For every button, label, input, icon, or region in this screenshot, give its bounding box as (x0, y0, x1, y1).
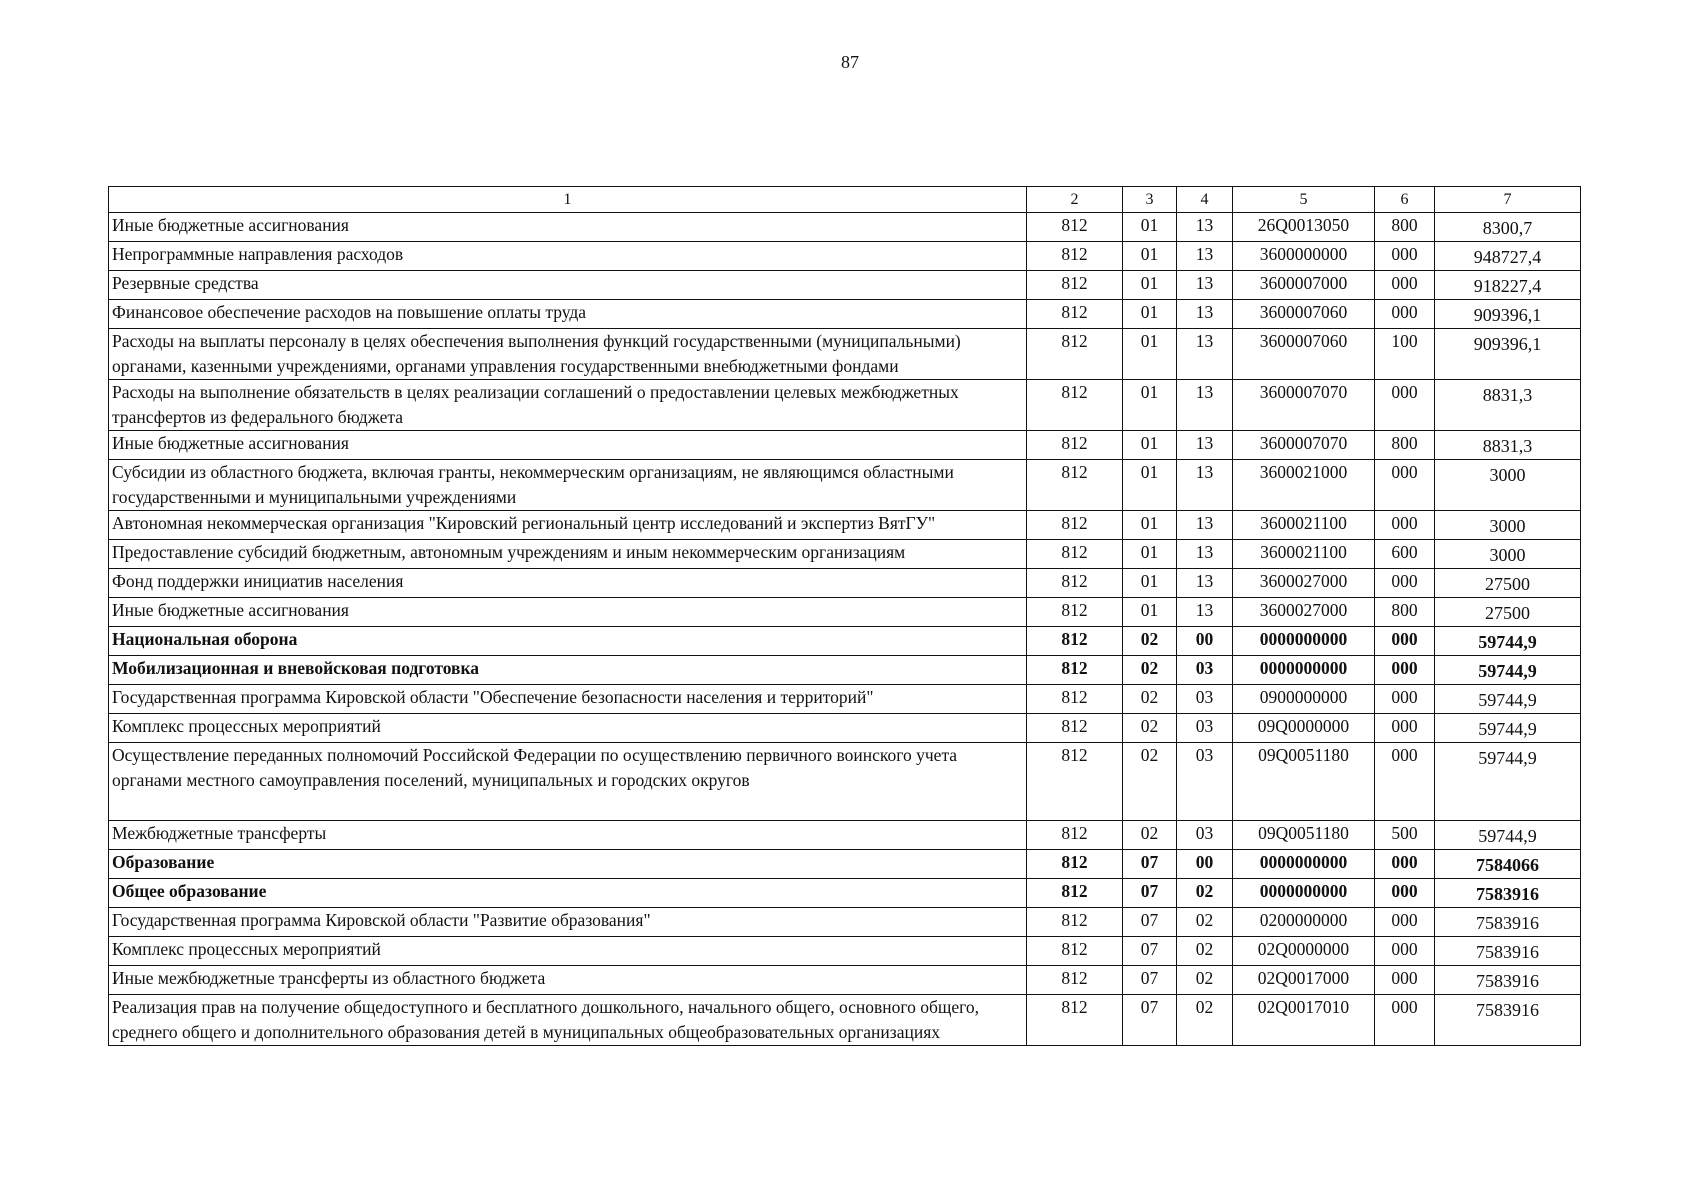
table-row (109, 431, 1581, 460)
row-subsection-cell: 13 (1177, 242, 1233, 271)
table-row (109, 966, 1581, 995)
row-target-article-cell: 26Q0013050 (1233, 213, 1375, 242)
row-name-cell: Межбюджетные трансферты (109, 821, 1027, 850)
column-header-1: 1 (109, 187, 1027, 213)
column-header-3: 3 (1123, 187, 1177, 213)
row-section-cell: 01 (1123, 329, 1177, 380)
row-target-article-cell: 02Q0017010 (1233, 995, 1375, 1046)
column-header-2: 2 (1027, 187, 1123, 213)
row-code-cell: 812 (1027, 908, 1123, 937)
row-expense-type-cell: 000 (1375, 242, 1435, 271)
row-target-article-cell: 3600027000 (1233, 598, 1375, 627)
row-section-cell: 01 (1123, 460, 1177, 511)
row-name-cell: Комплекс процессных мероприятий (109, 937, 1027, 966)
row-expense-type-cell: 600 (1375, 540, 1435, 569)
row-code-cell: 812 (1027, 242, 1123, 271)
table-row (109, 937, 1581, 966)
row-target-article-cell: 0900000000 (1233, 685, 1375, 714)
row-subsection-cell: 02 (1177, 937, 1233, 966)
row-section-cell: 07 (1123, 879, 1177, 908)
row-amount-cell: 59744,9 (1435, 656, 1581, 685)
row-subsection-cell: 02 (1177, 966, 1233, 995)
row-expense-type-cell: 000 (1375, 656, 1435, 685)
row-section-cell: 07 (1123, 908, 1177, 937)
row-subsection-cell: 00 (1177, 850, 1233, 879)
row-code-cell: 812 (1027, 966, 1123, 995)
row-expense-type-cell: 000 (1375, 569, 1435, 598)
row-section-cell: 01 (1123, 598, 1177, 627)
row-amount-cell: 7583916 (1435, 879, 1581, 908)
row-code-cell: 812 (1027, 511, 1123, 540)
row-expense-type-cell: 000 (1375, 743, 1435, 821)
row-code-cell: 812 (1027, 714, 1123, 743)
table-row (109, 300, 1581, 329)
row-expense-type-cell: 000 (1375, 995, 1435, 1046)
row-target-article-cell: 3600021100 (1233, 511, 1375, 540)
row-subsection-cell: 13 (1177, 598, 1233, 627)
row-amount-cell: 948727,4 (1435, 242, 1581, 271)
table-row (109, 714, 1581, 743)
row-code-cell: 812 (1027, 329, 1123, 380)
page-number: 87 (841, 52, 859, 72)
row-code-cell: 812 (1027, 879, 1123, 908)
row-target-article-cell: 3600000000 (1233, 242, 1375, 271)
row-amount-cell: 7583916 (1435, 995, 1581, 1046)
row-subsection-cell: 03 (1177, 821, 1233, 850)
row-section-cell: 01 (1123, 271, 1177, 300)
row-subsection-cell: 02 (1177, 879, 1233, 908)
row-name-cell: Государственная программа Кировской области "Обеспечение безопасности населения и территорий" (109, 685, 1027, 714)
table-row (109, 540, 1581, 569)
row-code-cell: 812 (1027, 995, 1123, 1046)
row-code-cell: 812 (1027, 821, 1123, 850)
row-code-cell: 812 (1027, 743, 1123, 821)
row-amount-cell: 8831,3 (1435, 431, 1581, 460)
row-code-cell: 812 (1027, 380, 1123, 431)
row-code-cell: 812 (1027, 685, 1123, 714)
row-target-article-cell: 09Q0000000 (1233, 714, 1375, 743)
row-expense-type-cell: 000 (1375, 937, 1435, 966)
row-code-cell: 812 (1027, 656, 1123, 685)
table-row (109, 908, 1581, 937)
row-subsection-cell: 03 (1177, 714, 1233, 743)
row-subsection-cell: 13 (1177, 271, 1233, 300)
row-code-cell: 812 (1027, 937, 1123, 966)
row-amount-cell: 59744,9 (1435, 743, 1581, 821)
row-amount-cell: 918227,4 (1435, 271, 1581, 300)
row-target-article-cell: 09Q0051180 (1233, 743, 1375, 821)
row-expense-type-cell: 000 (1375, 627, 1435, 656)
row-target-article-cell: 0000000000 (1233, 850, 1375, 879)
row-target-article-cell: 0200000000 (1233, 908, 1375, 937)
row-subsection-cell: 03 (1177, 656, 1233, 685)
row-expense-type-cell: 000 (1375, 685, 1435, 714)
row-amount-cell: 7584066 (1435, 850, 1581, 879)
row-amount-cell: 3000 (1435, 540, 1581, 569)
row-code-cell: 812 (1027, 213, 1123, 242)
row-expense-type-cell: 500 (1375, 821, 1435, 850)
table-body (109, 213, 1581, 1046)
row-name-cell: Мобилизационная и вневойсковая подготовка (109, 656, 1027, 685)
row-section-cell: 01 (1123, 300, 1177, 329)
row-expense-type-cell: 100 (1375, 329, 1435, 380)
table-row (109, 743, 1581, 821)
header-row (109, 187, 1581, 213)
row-code-cell: 812 (1027, 460, 1123, 511)
table-row (109, 879, 1581, 908)
table-row (109, 242, 1581, 271)
row-code-cell: 812 (1027, 300, 1123, 329)
row-name-cell: Расходы на выплаты персоналу в целях обеспечения выполнения функций государственными (муниципальными) органами, казенными учреждениями, органами управления государственными внебюджетными фондами (109, 329, 1027, 380)
row-amount-cell: 3000 (1435, 511, 1581, 540)
row-code-cell: 812 (1027, 431, 1123, 460)
budget-table (108, 186, 1581, 1046)
row-code-cell: 812 (1027, 598, 1123, 627)
row-section-cell: 01 (1123, 213, 1177, 242)
row-amount-cell: 59744,9 (1435, 821, 1581, 850)
column-header-4: 4 (1177, 187, 1233, 213)
column-header-6: 6 (1375, 187, 1435, 213)
row-amount-cell: 909396,1 (1435, 300, 1581, 329)
row-target-article-cell: 0000000000 (1233, 627, 1375, 656)
row-subsection-cell: 02 (1177, 995, 1233, 1046)
row-name-cell: Иные межбюджетные трансферты из областного бюджета (109, 966, 1027, 995)
row-subsection-cell: 13 (1177, 460, 1233, 511)
row-name-cell: Осуществление переданных полномочий Российской Федерации по осуществлению первичного воинского учета органами местного самоуправления поселений, муниципальных и городских округов (109, 743, 1027, 821)
row-name-cell: Субсидии из областного бюджета, включая гранты, некоммерческим организациям, не являющимся областными государственными и муниципальными учреждениями (109, 460, 1027, 511)
row-code-cell: 812 (1027, 569, 1123, 598)
row-name-cell: Финансовое обеспечение расходов на повышение оплаты труда (109, 300, 1027, 329)
row-name-cell: Иные бюджетные ассигнования (109, 213, 1027, 242)
row-section-cell: 01 (1123, 380, 1177, 431)
row-name-cell: Образование (109, 850, 1027, 879)
table-row (109, 380, 1581, 431)
table-row (109, 511, 1581, 540)
row-code-cell: 812 (1027, 627, 1123, 656)
row-section-cell: 07 (1123, 966, 1177, 995)
row-name-cell: Иные бюджетные ассигнования (109, 431, 1027, 460)
table-row (109, 460, 1581, 511)
row-target-article-cell: 3600021100 (1233, 540, 1375, 569)
row-name-cell: Комплекс процессных мероприятий (109, 714, 1027, 743)
table-row (109, 598, 1581, 627)
row-amount-cell: 27500 (1435, 569, 1581, 598)
row-subsection-cell: 13 (1177, 511, 1233, 540)
row-subsection-cell: 13 (1177, 213, 1233, 242)
row-subsection-cell: 00 (1177, 627, 1233, 656)
row-expense-type-cell: 000 (1375, 271, 1435, 300)
row-section-cell: 01 (1123, 242, 1177, 271)
row-expense-type-cell: 000 (1375, 511, 1435, 540)
row-expense-type-cell: 800 (1375, 598, 1435, 627)
row-subsection-cell: 03 (1177, 685, 1233, 714)
row-amount-cell: 59744,9 (1435, 627, 1581, 656)
row-target-article-cell: 3600007070 (1233, 431, 1375, 460)
row-name-cell: Общее образование (109, 879, 1027, 908)
row-expense-type-cell: 000 (1375, 966, 1435, 995)
row-subsection-cell: 13 (1177, 569, 1233, 598)
row-expense-type-cell: 000 (1375, 714, 1435, 743)
row-expense-type-cell: 000 (1375, 908, 1435, 937)
row-target-article-cell: 02Q0017000 (1233, 966, 1375, 995)
table-row (109, 995, 1581, 1046)
row-expense-type-cell: 800 (1375, 431, 1435, 460)
column-header-7: 7 (1435, 187, 1581, 213)
row-subsection-cell: 13 (1177, 540, 1233, 569)
row-amount-cell: 59744,9 (1435, 714, 1581, 743)
table-row (109, 627, 1581, 656)
row-amount-cell: 8300,7 (1435, 213, 1581, 242)
column-header-5: 5 (1233, 187, 1375, 213)
table-row (109, 329, 1581, 380)
row-subsection-cell: 03 (1177, 743, 1233, 821)
row-section-cell: 01 (1123, 431, 1177, 460)
row-subsection-cell: 02 (1177, 908, 1233, 937)
row-expense-type-cell: 000 (1375, 300, 1435, 329)
row-target-article-cell: 3600007060 (1233, 300, 1375, 329)
row-code-cell: 812 (1027, 271, 1123, 300)
row-code-cell: 812 (1027, 540, 1123, 569)
row-target-article-cell: 09Q0051180 (1233, 821, 1375, 850)
row-name-cell: Непрограммные направления расходов (109, 242, 1027, 271)
row-name-cell: Фонд поддержки инициатив населения (109, 569, 1027, 598)
row-amount-cell: 909396,1 (1435, 329, 1581, 380)
row-amount-cell: 3000 (1435, 460, 1581, 511)
row-target-article-cell: 3600027000 (1233, 569, 1375, 598)
row-amount-cell: 7583916 (1435, 908, 1581, 937)
table-row (109, 569, 1581, 598)
row-target-article-cell: 3600007060 (1233, 329, 1375, 380)
row-expense-type-cell: 800 (1375, 213, 1435, 242)
row-subsection-cell: 13 (1177, 329, 1233, 380)
row-name-cell: Резервные средства (109, 271, 1027, 300)
table-row (109, 821, 1581, 850)
row-section-cell: 02 (1123, 743, 1177, 821)
row-target-article-cell: 02Q0000000 (1233, 937, 1375, 966)
row-section-cell: 02 (1123, 714, 1177, 743)
row-target-article-cell: 3600021000 (1233, 460, 1375, 511)
row-section-cell: 01 (1123, 569, 1177, 598)
table-row (109, 685, 1581, 714)
row-target-article-cell: 3600007000 (1233, 271, 1375, 300)
row-amount-cell: 27500 (1435, 598, 1581, 627)
row-section-cell: 02 (1123, 685, 1177, 714)
row-expense-type-cell: 000 (1375, 460, 1435, 511)
row-target-article-cell: 3600007070 (1233, 380, 1375, 431)
row-section-cell: 01 (1123, 540, 1177, 569)
row-name-cell: Предоставление субсидий бюджетным, автономным учреждениям и иным некоммерческим организациям (109, 540, 1027, 569)
row-target-article-cell: 0000000000 (1233, 656, 1375, 685)
row-section-cell: 02 (1123, 821, 1177, 850)
row-subsection-cell: 13 (1177, 300, 1233, 329)
row-expense-type-cell: 000 (1375, 879, 1435, 908)
row-expense-type-cell: 000 (1375, 380, 1435, 431)
row-amount-cell: 7583916 (1435, 937, 1581, 966)
row-subsection-cell: 13 (1177, 380, 1233, 431)
row-subsection-cell: 13 (1177, 431, 1233, 460)
row-name-cell: Иные бюджетные ассигнования (109, 598, 1027, 627)
table-row (109, 271, 1581, 300)
row-section-cell: 02 (1123, 656, 1177, 685)
row-name-cell: Реализация прав на получение общедоступного и бесплатного дошкольного, начального общего, основного общего, среднего общего и дополнительного образования детей в муниципальных общеобразовательных организациях (109, 995, 1027, 1046)
row-section-cell: 02 (1123, 627, 1177, 656)
row-name-cell: Государственная программа Кировской области "Развитие образования" (109, 908, 1027, 937)
table-row (109, 850, 1581, 879)
table-row (109, 213, 1581, 242)
row-name-cell: Автономная некоммерческая организация "Кировский региональный центр исследований и экспертиз ВятГУ" (109, 511, 1027, 540)
row-code-cell: 812 (1027, 850, 1123, 879)
row-amount-cell: 7583916 (1435, 966, 1581, 995)
row-target-article-cell: 0000000000 (1233, 879, 1375, 908)
row-section-cell: 07 (1123, 850, 1177, 879)
table-row (109, 656, 1581, 685)
row-expense-type-cell: 000 (1375, 850, 1435, 879)
row-section-cell: 07 (1123, 937, 1177, 966)
row-section-cell: 01 (1123, 511, 1177, 540)
row-name-cell: Расходы на выполнение обязательств в целях реализации соглашений о предоставлении целевых межбюджетных трансфертов из федерального бюджета (109, 380, 1027, 431)
row-name-cell: Национальная оборона (109, 627, 1027, 656)
row-amount-cell: 8831,3 (1435, 380, 1581, 431)
row-section-cell: 07 (1123, 995, 1177, 1046)
row-amount-cell: 59744,9 (1435, 685, 1581, 714)
